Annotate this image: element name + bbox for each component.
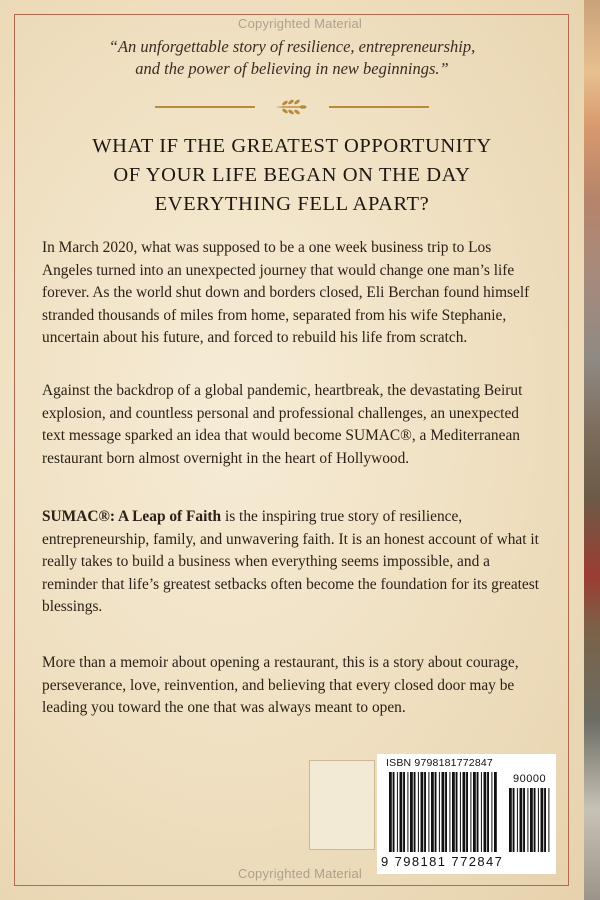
isbn-barcode	[377, 754, 556, 874]
headline	[40, 132, 544, 219]
blurb-paragraph-3-text: is the inspiring true story of resilience, entrepreneurship, family, and unwavering faith. It is an honest account of what it really takes to build a business when everything seems impossible, and a reminder that life’s greatest setbacks often become the foundation for its greatest blessings.	[42, 508, 540, 616]
quote-line-2: and the power of believing in new beginnings.”	[135, 59, 449, 78]
blurb-paragraph-2: Against the backdrop of a global pandemic, heartbreak, the devastating Beirut explosion, and countless personal and professional challenges, an unexpected text message sparked an idea that would become SUMAC®, a Mediterranean restaurant born almost overnight in the heart of Hollywood.	[42, 382, 523, 467]
headline-line-1: WHAT IF THE GREATEST OPPORTUNITY	[92, 135, 492, 157]
isbn-label: ISBN 9798181772847	[386, 757, 493, 769]
endorsement-quote	[40, 36, 544, 80]
price-code: 90000	[513, 773, 547, 785]
blurb-paragraph-3	[42, 506, 542, 619]
headline-line-3: EVERYTHING FELL APART?	[154, 193, 430, 215]
watermark-bottom: Copyrighted Material	[238, 866, 362, 881]
blurb-paragraph-4: More than a memoir about opening a restaurant, this is a story about courage, perseverance, love, reinvention, and believing that every closed door may be leading you toward the one that was always meant to open.	[42, 654, 519, 717]
book-title-lead: SUMAC®: A Leap of Faith	[42, 508, 222, 525]
divider-ornament	[155, 95, 429, 119]
blank-label-box	[309, 760, 375, 850]
isbn-digits: 9 798181 772847	[381, 854, 504, 869]
quote-line-1: “An unforgettable story of resilience, entrepreneurship,	[108, 37, 476, 56]
watermark-top: Copyrighted Material	[238, 16, 362, 31]
front-cover-photo-edge	[584, 0, 600, 900]
laurel-wheat-ornament-icon	[272, 95, 312, 119]
ornament-line-right	[329, 106, 429, 108]
blurb-paragraph-1: In March 2020, what was supposed to be a one week business trip to Los Angeles turned into an unexpected journey that would change one man’s life forever. As the world shut down and borders closed, Eli Berchan found himself stranded thousands of miles from home, separated from his wife Stephanie, uncertain about his future, and forced to rebuild his life from scratch.	[42, 239, 530, 347]
headline-line-2: OF YOUR LIFE BEGAN ON THE DAY	[113, 164, 471, 186]
ornament-line-left	[155, 106, 255, 108]
